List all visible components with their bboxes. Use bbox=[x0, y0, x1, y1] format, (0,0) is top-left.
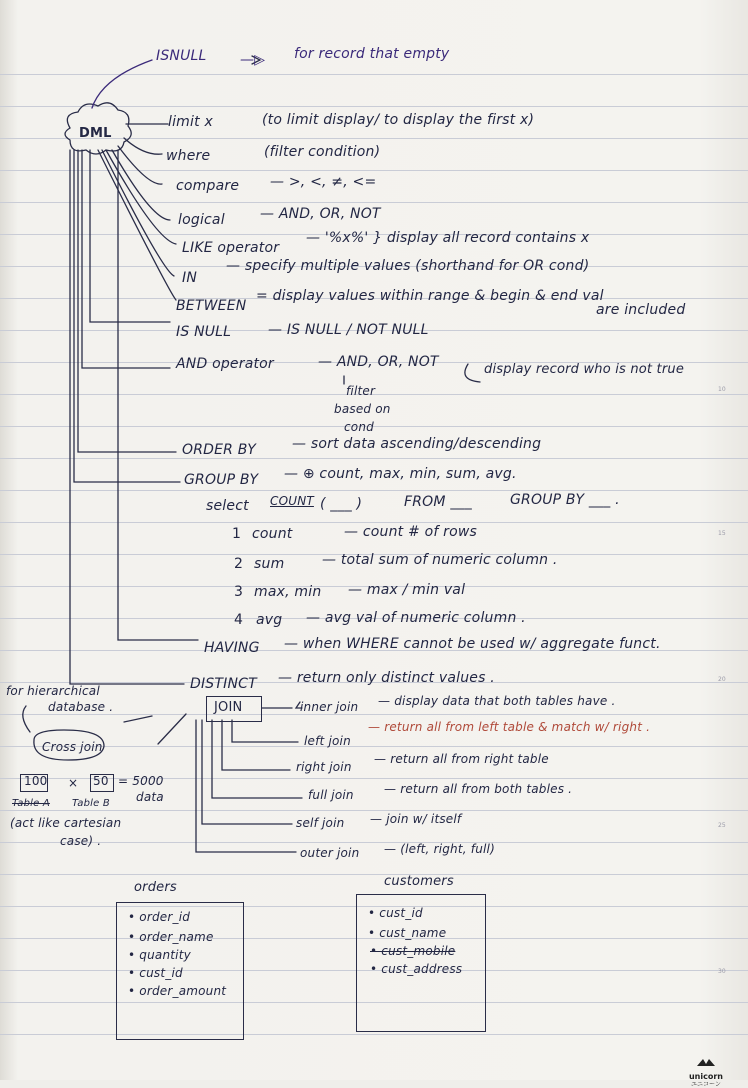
select-from: FROM ___ bbox=[404, 494, 472, 510]
dml-in-term: IN bbox=[182, 270, 198, 286]
dml-compare-term: compare bbox=[176, 178, 240, 194]
customers-field: • cust_address bbox=[370, 962, 463, 976]
orders-field: • quantity bbox=[128, 948, 191, 962]
brand-logo bbox=[676, 1053, 736, 1088]
isnull-label: ISNULL bbox=[156, 48, 207, 64]
orders-field: • cust_id bbox=[128, 966, 183, 980]
join-label: JOIN bbox=[214, 700, 243, 715]
fn-number: 2 bbox=[234, 556, 244, 572]
dml-between-desc2: are included bbox=[596, 302, 686, 318]
fn-desc: — avg val of numeric column . bbox=[306, 610, 526, 626]
distinct-desc: — return only distinct values . bbox=[278, 670, 495, 686]
calc-a: 100 bbox=[24, 774, 48, 788]
dml-label: DML bbox=[79, 126, 112, 141]
dml-limit-desc: (to limit display/ to display the first x) bbox=[262, 112, 535, 128]
fn-number: 3 bbox=[234, 584, 244, 600]
dml-and-note: display record who is not true bbox=[484, 362, 685, 377]
page-number: 15 bbox=[718, 530, 726, 537]
calc-result2: data bbox=[136, 790, 164, 804]
join-type-term: full join bbox=[308, 788, 354, 802]
distinct-term: DISTINCT bbox=[190, 676, 257, 692]
brand-sub: ユニコーン bbox=[691, 1081, 721, 1088]
customers-title: customers bbox=[384, 874, 454, 889]
fn-desc: — total sum of numeric column . bbox=[322, 552, 558, 568]
page-number: 20 bbox=[718, 676, 726, 683]
isnull-arrow: —▷ bbox=[240, 52, 266, 68]
filter-note-line: filter bbox=[346, 384, 376, 398]
dml-orderby-desc: — sort data ascending/descending bbox=[292, 436, 542, 452]
join-type-term: self join bbox=[296, 816, 345, 830]
unicorn-icon bbox=[695, 1058, 717, 1068]
having-term: HAVING bbox=[204, 640, 260, 656]
brand-name: unicorn bbox=[688, 1072, 723, 1081]
dml-groupby-term: GROUP BY bbox=[184, 472, 259, 488]
dml-limit-term: limit x bbox=[168, 114, 213, 130]
dml-logical-term: logical bbox=[178, 212, 225, 228]
filter-note-line: based on bbox=[334, 402, 391, 416]
join-type-desc: — return all from both tables . bbox=[384, 782, 573, 796]
join-type-desc: — return all from left table & match w/ right . bbox=[368, 720, 651, 734]
customers-field: • cust_id bbox=[368, 906, 423, 920]
fn-name: max, min bbox=[254, 584, 322, 600]
join-type-term: inner join bbox=[300, 700, 359, 714]
page-number: 25 bbox=[718, 822, 726, 829]
hierarchical-note: for hierarchical bbox=[6, 684, 100, 698]
dml-orderby-term: ORDER BY bbox=[182, 442, 257, 458]
select-paren: ( ___ ) bbox=[320, 496, 363, 512]
join-type-term: right join bbox=[296, 760, 352, 774]
fn-desc: — count # of rows bbox=[344, 524, 477, 540]
orders-field: • order_id bbox=[128, 910, 191, 924]
orders-title: orders bbox=[134, 880, 177, 895]
cross-join-note: case) . bbox=[60, 834, 102, 848]
dml-isnull-term: IS NULL bbox=[176, 324, 232, 340]
isnull-desc: for record that empty bbox=[294, 46, 450, 62]
join-type-desc: — join w/ itself bbox=[370, 812, 462, 826]
dml-where-desc: (filter condition) bbox=[264, 144, 381, 160]
orders-field: • order_amount bbox=[128, 984, 227, 998]
fn-number: 1 bbox=[232, 526, 242, 542]
cross-join-label: Cross join bbox=[42, 740, 103, 754]
join-type-desc: — (left, right, full) bbox=[384, 842, 495, 856]
dml-isnull-desc: — IS NULL / NOT NULL bbox=[268, 322, 429, 338]
fn-name: count bbox=[252, 526, 293, 542]
calc-times: × bbox=[68, 776, 79, 790]
page-number: 30 bbox=[718, 968, 726, 975]
dml-like-term: LIKE operator bbox=[182, 240, 280, 256]
fn-name: sum bbox=[254, 556, 285, 572]
select-groupby: GROUP BY ___ . bbox=[510, 492, 620, 508]
customers-field: • cust_mobile bbox=[370, 944, 456, 958]
dml-between-term: BETWEEN bbox=[176, 298, 247, 314]
fn-name: avg bbox=[256, 612, 283, 628]
fn-number: 4 bbox=[234, 612, 244, 628]
fn-desc: — max / min val bbox=[348, 582, 466, 598]
select-keyword: select bbox=[206, 498, 249, 514]
dml-and-desc: — AND, OR, NOT bbox=[318, 354, 439, 370]
dml-groupby-desc: — ⊕ count, max, min, sum, avg. bbox=[284, 466, 517, 482]
dml-in-desc: — specify multiple values (shorthand for OR cond) bbox=[226, 258, 590, 274]
join-type-term: left join bbox=[304, 734, 351, 748]
dml-logical-desc: — AND, OR, NOT bbox=[260, 206, 381, 222]
orders-field: • order_name bbox=[128, 930, 214, 944]
customers-field: • cust_name bbox=[368, 926, 447, 940]
table-a-label: Table A bbox=[12, 798, 50, 809]
dml-compare-desc: — >, <, ≠, <= bbox=[270, 174, 377, 190]
select-count: COUNT bbox=[270, 494, 314, 508]
filter-note-line: cond bbox=[344, 420, 374, 434]
having-desc: — when WHERE cannot be used w/ aggregate funct. bbox=[284, 636, 661, 652]
dml-and-term: AND operator bbox=[176, 356, 274, 372]
dml-like-desc: — '%x%' } display all record contains x bbox=[306, 230, 590, 246]
table-b-label: Table B bbox=[72, 798, 110, 809]
dml-between-desc: = display values within range & begin & end val bbox=[256, 288, 604, 304]
calc-result: = 5000 bbox=[118, 774, 164, 788]
page-number: 10 bbox=[718, 386, 726, 393]
join-type-desc: — display data that both tables have . bbox=[378, 694, 616, 708]
hierarchical-note: database . bbox=[48, 700, 114, 714]
join-type-desc: — return all from right table bbox=[374, 752, 549, 766]
calc-b: 50 bbox=[93, 774, 109, 788]
join-type-term: outer join bbox=[300, 846, 360, 860]
dml-where-term: where bbox=[166, 148, 211, 164]
cross-join-note: (act like cartesian bbox=[10, 816, 122, 830]
